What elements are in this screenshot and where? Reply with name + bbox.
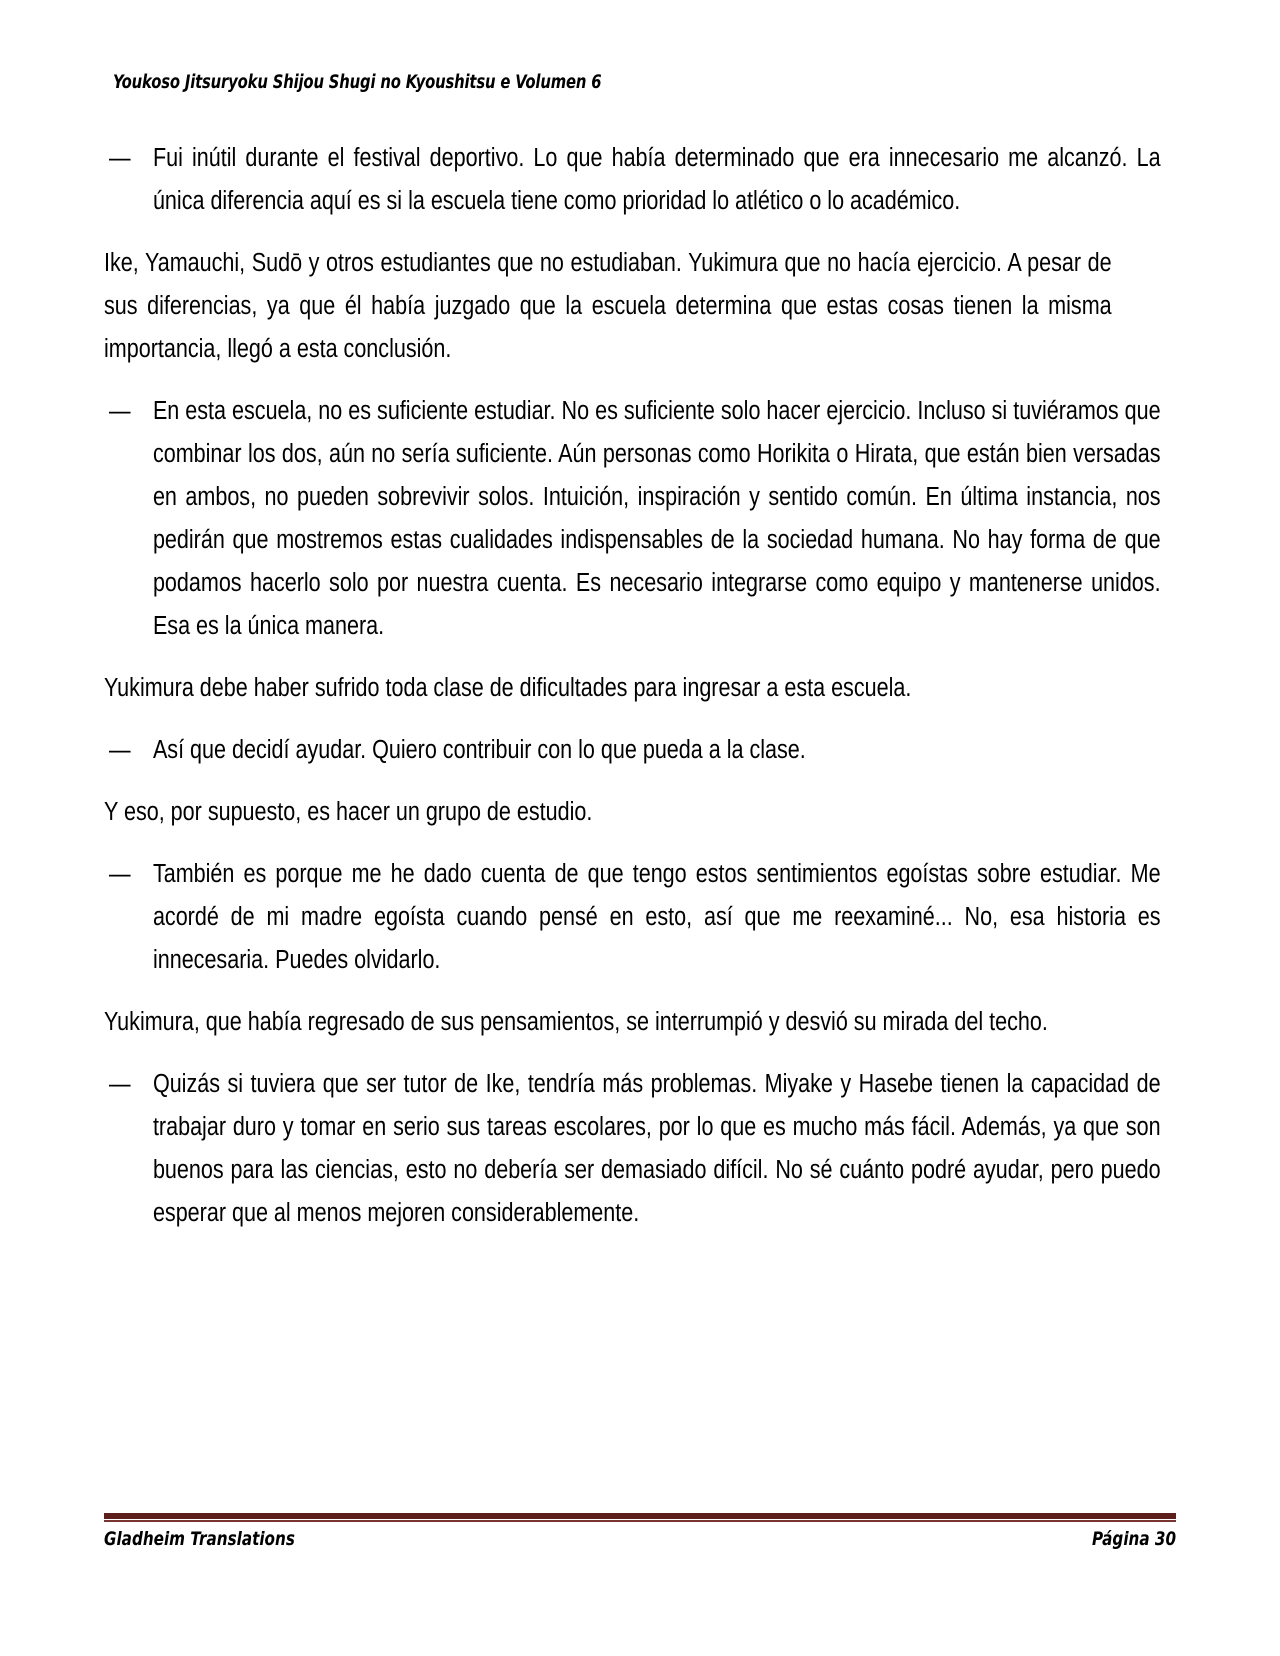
dialogue-paragraph: [109, 1063, 1161, 1235]
paragraph-text: También es porque me he dado cuenta de que tengo estos sentimientos egoístas sobre estudiar. Me acordé de mi madre egoísta cuando pensé en esto, así que me reexaminé... No, esa historia es innecesaria. Puedes olvidarlo.: [152, 860, 1161, 974]
paragraph-text: Quizás si tuviera que ser tutor de Ike, tendría más problemas. Miyake y Hasebe tienen la capacidad de trabajar duro y tomar en serio sus tareas escolares, por lo que es mucho más fácil. Además, ya que son buenos para las ciencias, esto no debería ser demasiado difícil. No sé cuánto podré ayudar, pero puedo esperar que al menos mejoren considerablemente.: [152, 1070, 1161, 1227]
dialogue-paragraph: [109, 853, 1161, 982]
dialogue-paragraph: [109, 137, 1161, 223]
document-body: [104, 137, 1161, 1235]
paragraph-text: Yukimura debe haber sufrido toda clase de dificultades para ingresar a esta escuela.: [104, 674, 912, 702]
paragraph-text: En esta escuela, no es suficiente estudiar. No es suficiente solo hacer ejercicio. Incluso si tuviéramos que combinar los dos, aún no sería suficiente. Aún personas como Horikita o Hirata, que están bien versadas en ambos, no pueden sobrevivir solos. Intuición, inspiración y sentido común. En última instancia, nos pedirán que mostremos estas cualidades indispensables de la sociedad humana. No hay forma de que podamos hacerlo solo por nuestra cuenta. Es necesario integrarse como equipo y mantenerse unidos. Esa es la única manera.: [152, 397, 1161, 640]
paragraph-text: Y eso, por supuesto, es hacer un grupo de estudio.: [104, 798, 593, 826]
page-header: [113, 72, 1168, 93]
page-footer: [104, 1528, 1176, 1564]
header-title: Youkoso Jitsuryoku Shijou Shugi no Kyoushitsu e Volumen 6: [113, 72, 602, 93]
em-dash-marker: —: [109, 144, 131, 172]
dialogue-paragraph: [109, 729, 1161, 772]
paragraph-text: Ike, Yamauchi, Sudō y otros estudiantes que no estudiaban. Yukimura que no hacía ejercicio. A pesar de sus diferencias, ya que él había juzgado que la escuela determina que estas cosas tienen la misma importancia, llegó a esta conclusión.: [104, 249, 1112, 363]
em-dash-marker: —: [109, 1070, 131, 1098]
em-dash-marker: —: [109, 860, 131, 888]
paragraph-text: Así que decidí ayudar. Quiero contribuir con lo que pueda a la clase.: [152, 736, 806, 764]
em-dash-marker: —: [109, 397, 131, 425]
em-dash-marker: —: [109, 736, 131, 764]
footer-translator-credit: Gladheim Translations: [104, 1528, 295, 1550]
dialogue-paragraph: [109, 390, 1161, 648]
narration-paragraph: [104, 791, 1112, 834]
footer-rule-thick: [104, 1513, 1176, 1519]
paragraph-text: Yukimura, que había regresado de sus pensamientos, se interrumpió y desvió su mirada del techo.: [104, 1008, 1048, 1036]
narration-paragraph: [104, 667, 1112, 710]
narration-paragraph: [104, 242, 1112, 371]
paragraph-text: Fui inútil durante el festival deportivo. Lo que había determinado que era innecesario me alcanzó. La única diferencia aquí es si la escuela tiene como prioridad lo atlético o lo académico.: [152, 144, 1161, 215]
footer-divider: [104, 1513, 1176, 1522]
footer-page-number: Página 30: [1091, 1528, 1176, 1550]
narration-paragraph: [104, 1001, 1112, 1044]
footer-rule-thin: [104, 1520, 1176, 1522]
